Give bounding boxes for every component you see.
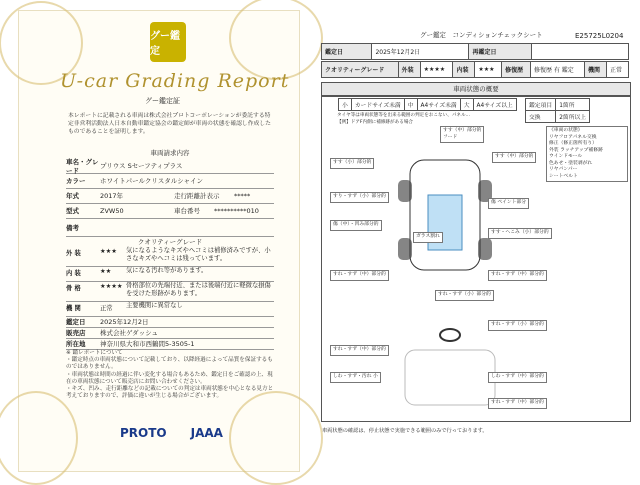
callout-left-door: すり・すず（小）部分的 <box>330 192 389 203</box>
callout-glass: ガラス割れ <box>413 232 443 243</box>
certificate-intro: 本レポートに記載される車両は株式会社プロトコーポレーションが委託する特定非営利活動法人日本自動車鑑定協会の鑑定師が車両の状態を確認し作成したものであることを証明します。 <box>68 113 271 135</box>
callout-left-quarter: すれ・すず（中）部分的 <box>330 270 389 281</box>
size-legend: 小 カードサイズ未満 中 A4サイズ未満 大 A4サイズ以上 <box>338 98 517 111</box>
callout-right-door: 傷 ペイント部分 <box>488 198 529 209</box>
callout-left-rear: 傷（中）・凹み部分的 <box>330 220 382 231</box>
quality-section-heading: クオリティーグレード <box>137 238 203 246</box>
certificate-title: U-car Grading Report <box>60 70 290 92</box>
callout-right-front: すす（中）部分的 <box>492 152 536 163</box>
callout-interior-4: しわ・すず（中）部分的 <box>488 372 547 383</box>
vehicle-row-name: 車名・グレード プリウス Sセーフティプラス <box>66 158 274 174</box>
issuer-logos <box>120 426 223 440</box>
vehicle-row-color: カラー ホワイトパールクリスタルシャイン <box>66 173 274 189</box>
callout-right-quarter: すれ・すず（中）部分的 <box>488 270 547 281</box>
condition-section-head: 車両状態の概要 <box>321 82 631 97</box>
grade-row-engine: 機 関 正常 主要機関に異常なし <box>66 301 274 317</box>
callout-interior-1: すれ・すず（小）部分的 <box>488 320 547 331</box>
vehicle-row-year: 年式 2017年 走行距離計表示 ***** <box>66 188 274 204</box>
sheet-footnote: 車両状態の確認は、停止状態で実施できる範囲のみで行っております。 <box>322 428 488 434</box>
certificate-notes: ※ 鑑レポートについて ・鑑定時点の車両状態について記載しており、以降経過によって品質を保証するものではありません。 ・車両状態は時間の経過に伴い変化する場合もあるため、鑑定日をご確認の上、現在の車両状態について販売店にお問い合わせください。 ・キズ、凹み、走行距離などの記載についての判定は車両状態を中心となる見方と考えておりますので、評価に違いが生じる場合がございます。 <box>66 350 274 400</box>
count-legend: 鑑定項目 1箇所 交換 2箇所以上 <box>525 98 590 123</box>
certificate-subtitle: グー鑑定証 <box>145 97 180 105</box>
diagram-note-1: タイヤ等は車両状態等を出来る範囲の判定をおこない、パネル... <box>337 113 470 118</box>
vehicle-section-heading: 車両請求内容 <box>150 149 190 157</box>
callout-left-front: すす（小）部分的 <box>330 158 374 169</box>
sheet-grade-table: クオリティーグレード 外装 ★★★★ 内装 ★★★ 修復歴 修復歴 有 鑑定 機関 正常 <box>321 61 629 78</box>
callout-interior-3: しわ・すず・汚れ 小 <box>330 372 381 383</box>
grade-row-exterior: 外 装 ★★★ 気になるようなキズやへコミは補修済みですが、小さなキズやへコミは残っています。 <box>66 246 274 267</box>
vehicle-row-model: 型式 ZVW50 車台番号 **********010 <box>66 203 274 219</box>
sheet-header-table: 鑑定日 2025年12月2日 再鑑定日 <box>321 43 629 60</box>
proto-logo: PROTO <box>120 426 167 440</box>
issue-row-dealer: 販売店 株式会社ゲダッシュ <box>66 327 274 339</box>
callout-trunk: すれ・すず（小）部分的 <box>435 290 494 301</box>
diagram-note-2: 【例】ドアF内側に補修跡がある場合 <box>337 120 414 125</box>
sheet-title: グー鑑定 コンディションチェックシート <box>420 31 543 39</box>
vehicle-row-notes: 備考 <box>66 218 274 237</box>
callout-right-rear: すす・へこみ（小）部分的 <box>488 228 552 239</box>
issue-row-date: 鑑定日 2025年12月2日 <box>66 316 274 328</box>
callout-interior-5: すれ・すず（中）部分的 <box>488 398 547 409</box>
condition-notes-box: 《車両の状態》 リヤフロアパネル交換 修正（修正箇所有り） 外装 ラッチアップ補修跡 ウインドモール 色あせ・塗装剥がれ リヤバンパー シートベルト <box>546 126 628 182</box>
goo-appraisal-badge: グー鑑定 <box>150 22 186 62</box>
grade-row-frame: 骨 格 ★★★★ 骨格部位の先端付近、または後端付近に軽微な損傷を受けた形跡があります。 <box>66 281 274 302</box>
callout-hood: すす（中）部分的 フード <box>440 126 484 143</box>
sheet-id: E25725L0204 <box>575 32 624 40</box>
callout-interior-2: すれ・すず（中）部分的 <box>330 345 389 356</box>
issue-row-address: 所在地 神奈川県大和市西鶴間5-3505-1 <box>66 338 274 350</box>
grade-row-interior: 内 装 ★★ 気になる汚れ等があります。 <box>66 266 274 282</box>
jaaa-logo: JAAA <box>190 426 223 440</box>
